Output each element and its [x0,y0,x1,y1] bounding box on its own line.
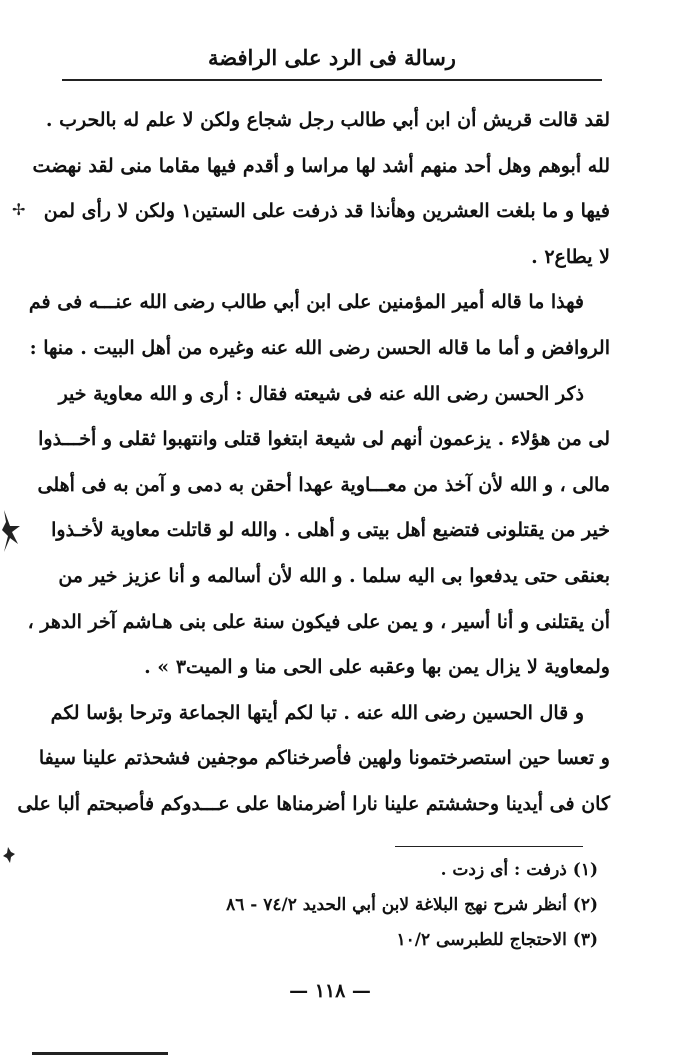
footnote: (٣) الاحتجاج للطبرسى ١٠/٢ [396,930,598,950]
margin-cross-icon: ✢ [12,200,26,219]
body-text [17,98,610,828]
header-rule [62,79,602,81]
footnote: (٢) أنظر شرح نهج البلاغة لابن أبي الحديد ٧٤/٢ - ٨٦ [226,895,598,915]
text-line: أن يقتلنى و أنا أسير ، و يمن على فيكون سنة على بنى هـاشم آخر الدهر ، [27,610,610,633]
text-line: فيها و ما بلغت العشرين وهأنذا قد ذرفت على الستين١ ولكن لا رأى لمن [43,200,610,223]
text-line: كان فى أيدينا وحششتم علينا نارا أضرمناها على عـــدوكم فأصبحتم ألبا على [17,792,610,815]
text-line: مالى ، و الله لأن آخذ من معـــاوية عهدا أحقن به دمى و آمن به فى أهلى [37,473,610,496]
text-line: خير من يقتلونى فتضيع أهل بيتى و أهلى . والله لو قاتلت معاوية لأخـذوا [51,519,610,542]
running-title: رسالة فى الرد على الرافضة [208,45,456,70]
text-line: لا يطاع٢ . [531,245,610,268]
footnote-rule [395,846,583,847]
bottom-edge-rule [32,1052,168,1055]
text-line: و تعسا حين استصرختمونا ولهين فأصرخناكم موجفين فشحذتم علينا سيفا [38,747,610,770]
text-line: ولمعاوية لا يزال يمن بها وعقبه على الحى منا و الميت٣ » . [144,656,610,679]
margin-ink-blot-icon [0,508,22,554]
text-line: بعنقى حتى يدفعوا بى اليه سلما . و الله لأن أسالمه و أنا عزيز خير من [58,564,610,587]
text-line: و قال الحسين رضى الله عنه . تبا لكم أيتها الجماعة وترحا بؤسا لكم [50,701,584,724]
text-line: الروافض و أما ما قاله الحسن رضى الله عنه وغيره من أهل البيت . منها : [29,336,610,359]
text-line: فهذا ما قاله أمير المؤمنين على ابن أبي طالب رضى الله عنـــه فى فم [28,291,584,314]
page-number: — ١١٨ — [289,980,371,1002]
footnotes [150,853,598,958]
text-line: لى من هؤلاء . يزعمون أنهم لى شيعة ابتغوا قتلى وانتهبوا ثقلى و أخـــذوا [38,428,610,451]
text-line: لله أبوهم وهل أحد منهم أشد لها مراسا و أقدم فيها مقاما منى لقد نهضت [32,154,610,177]
footnote: (١) ذرفت : أى زدت . [440,860,598,880]
text-line: لقد قالت قريش أن ابن أبي طالب رجل شجاع ولكن لا علم له بالحرب . [45,109,610,131]
margin-ink-dot-icon [2,846,16,864]
text-line: ذكر الحسن رضى الله عنه فى شيعته فقال : أرى و الله معاوية خير [58,382,584,405]
